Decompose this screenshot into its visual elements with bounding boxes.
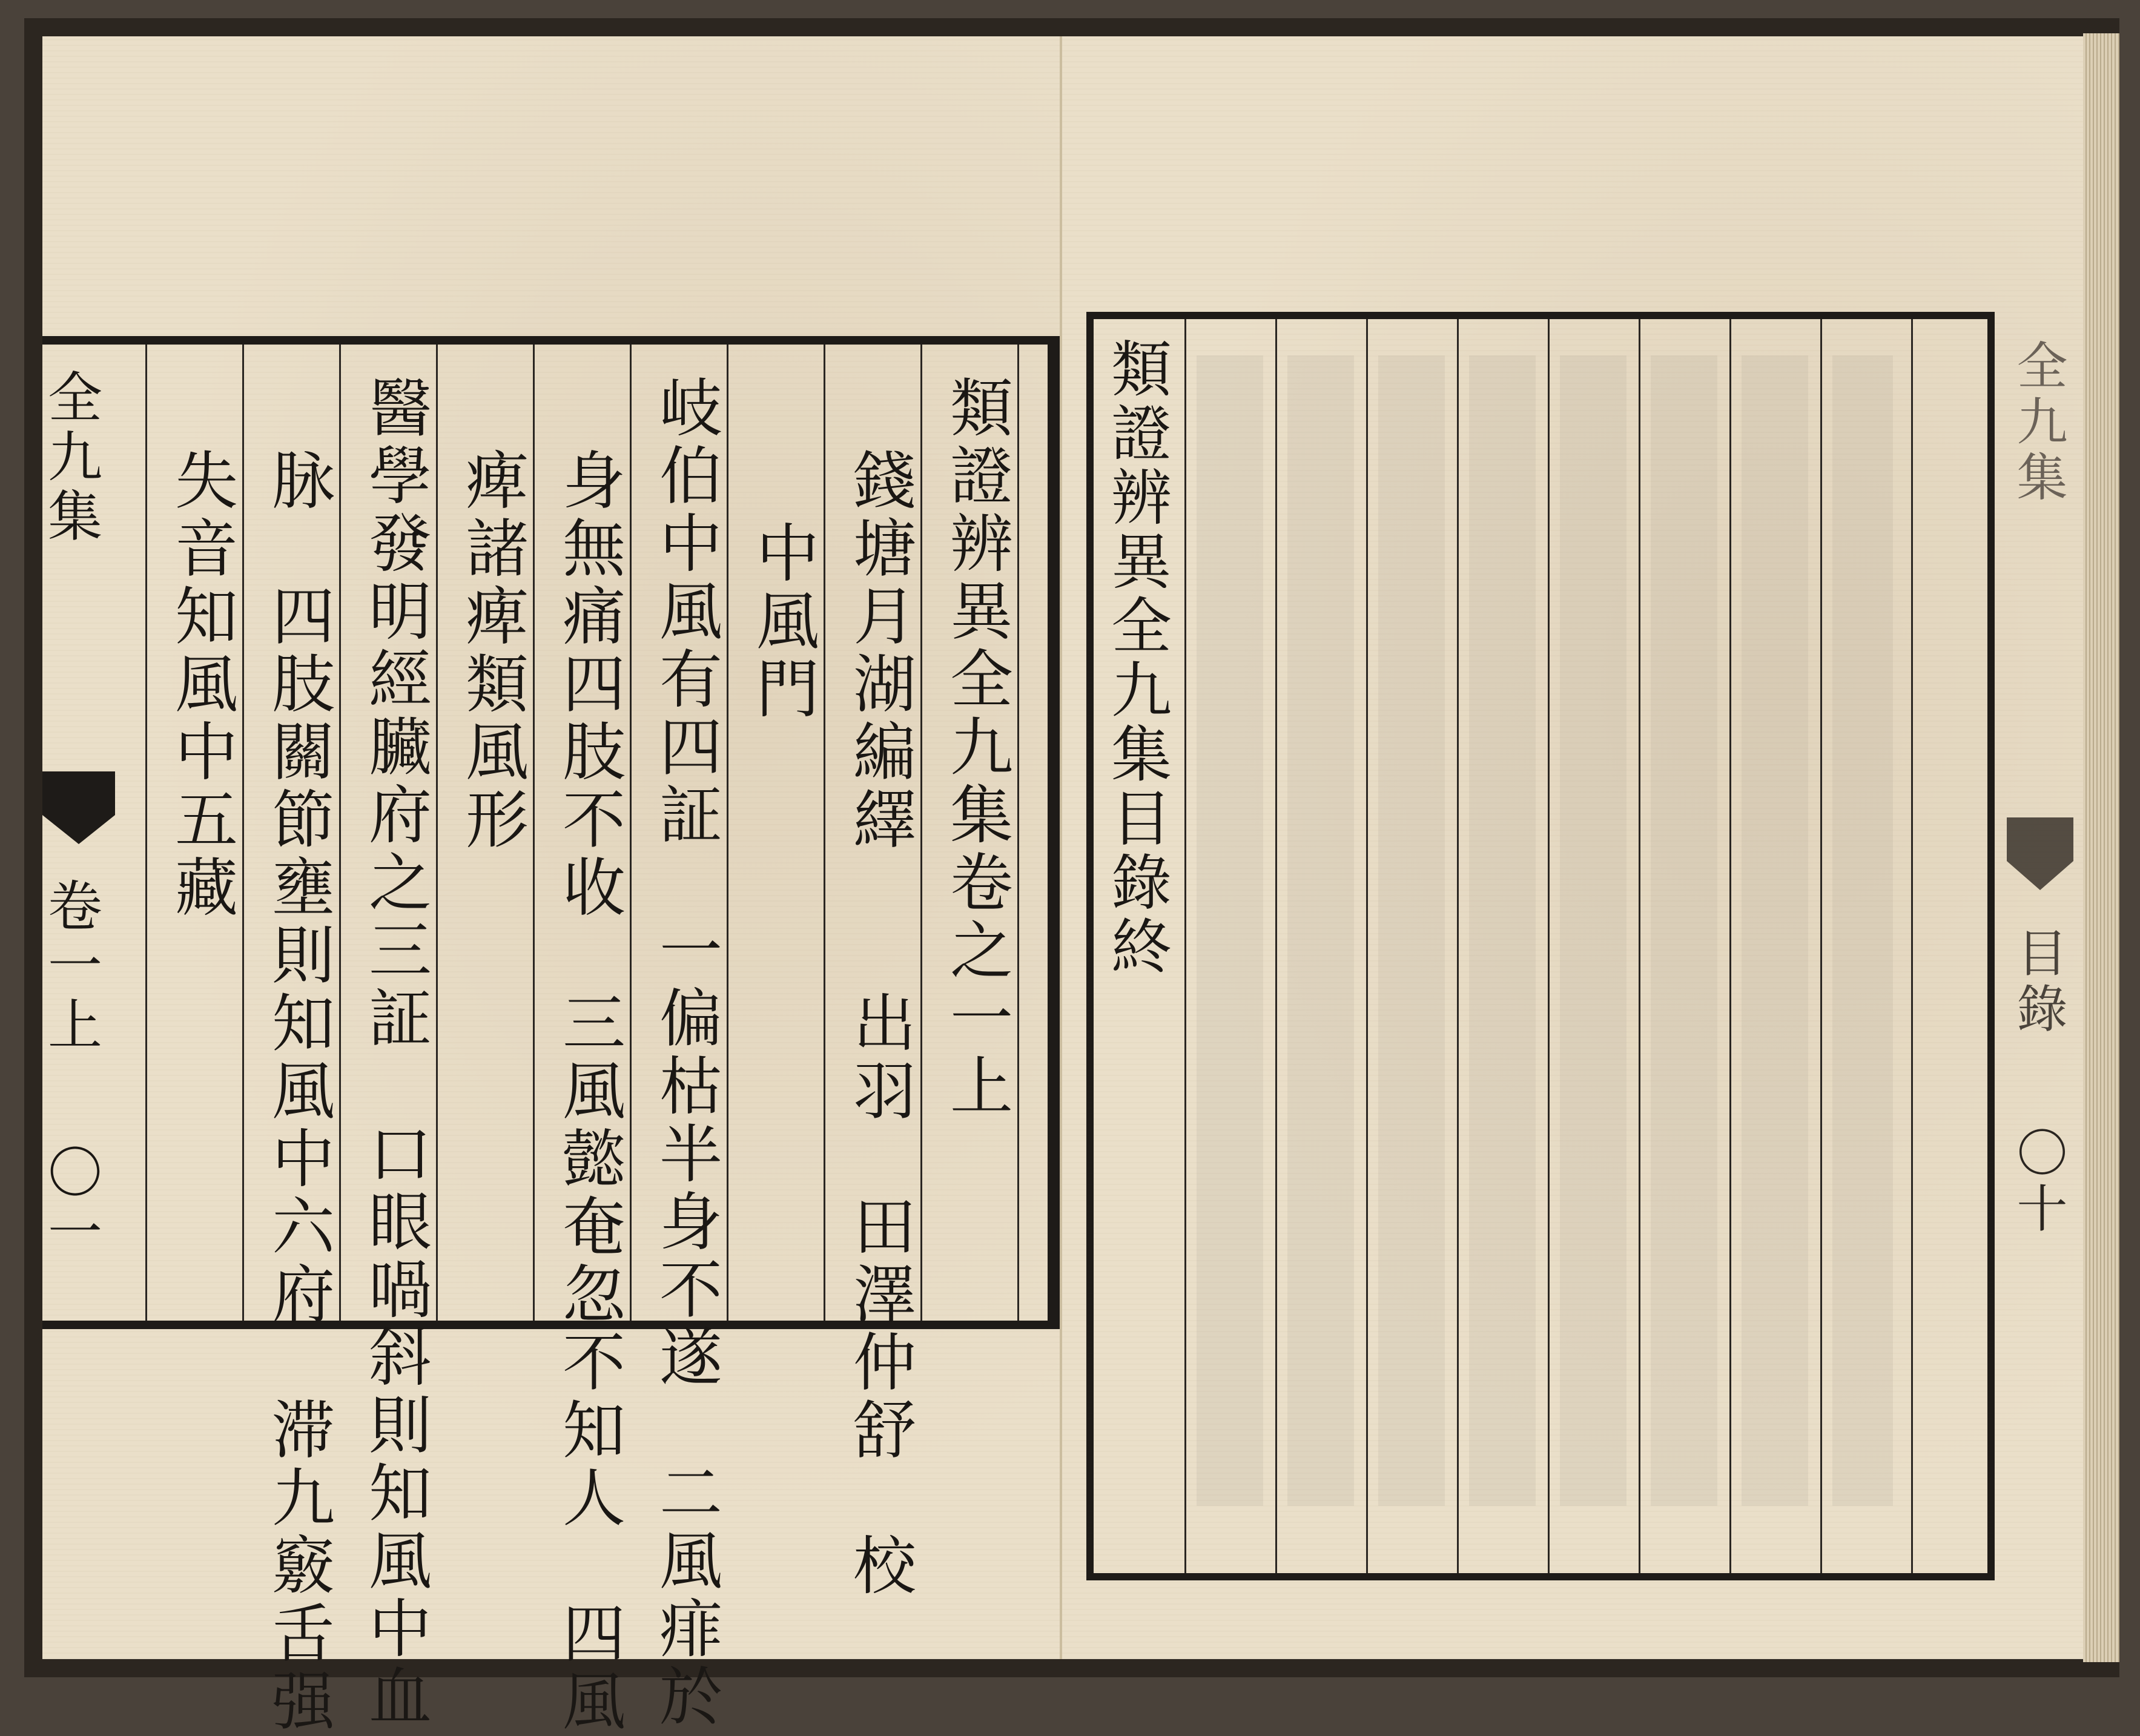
column-rule — [436, 345, 438, 1321]
column-rule — [242, 345, 244, 1321]
text-column: 脉 四肢關節壅則知風中六府 滞九竅舌强 — [261, 447, 335, 1736]
right-page — [1062, 36, 2086, 1659]
table-of-contents-end: 類證辨異全九集目錄終 — [1101, 337, 1172, 979]
frame-right-border — [1048, 345, 1060, 1321]
text-column: 身無痛四肢不收 三風懿奄忽不知人 四風 — [552, 447, 626, 1736]
banshin-column — [38, 345, 145, 1321]
page-edge — [2083, 33, 2119, 1662]
fish-tail-mark — [42, 771, 115, 844]
text-column: 痺諸痺類風形 — [455, 447, 529, 854]
banshin-volume: 卷一上 — [38, 877, 102, 1055]
column-rule — [1911, 319, 1913, 1573]
left-page — [38, 36, 1062, 1736]
text-column: 失音知風中五藏 — [164, 447, 238, 922]
banshin-section: 目錄 — [2009, 926, 2068, 1038]
author-editor-line: 錢塘月湖編繹 出羽 田澤仲舒 校 — [842, 447, 916, 1600]
right-banshin-column — [2007, 321, 2092, 1580]
right-page-frame — [1086, 312, 1995, 1580]
column-rule — [1184, 319, 1186, 1573]
bleed-through-texture — [1197, 355, 1893, 1506]
column-rule — [533, 345, 535, 1321]
column-rule — [1017, 345, 1019, 1321]
column-rule — [339, 345, 341, 1321]
text-column: 岐伯中風有四証 一偏枯半身不遂 二風痱於 — [649, 375, 722, 1731]
text-column: 醫學發明經臟府之三証 口眼喎斜則知風中血 — [358, 375, 432, 1731]
section-heading: 中風門 — [745, 520, 819, 724]
banshin-title: 全九集 — [2009, 339, 2068, 506]
banshin-folio: 〇十 — [2009, 1126, 2068, 1238]
fish-tail-mark — [2007, 817, 2073, 890]
column-rule — [920, 345, 922, 1321]
book-title-line: 類證辨異全九集卷之一上 — [939, 375, 1013, 1121]
banshin-folio: 〇一 — [38, 1144, 102, 1262]
column-rule — [630, 345, 632, 1321]
banshin-title: 全九集 — [38, 369, 102, 547]
column-rule — [145, 345, 147, 1321]
left-page-frame — [38, 336, 1060, 1736]
column-rule — [824, 345, 825, 1321]
column-rule — [727, 345, 728, 1321]
